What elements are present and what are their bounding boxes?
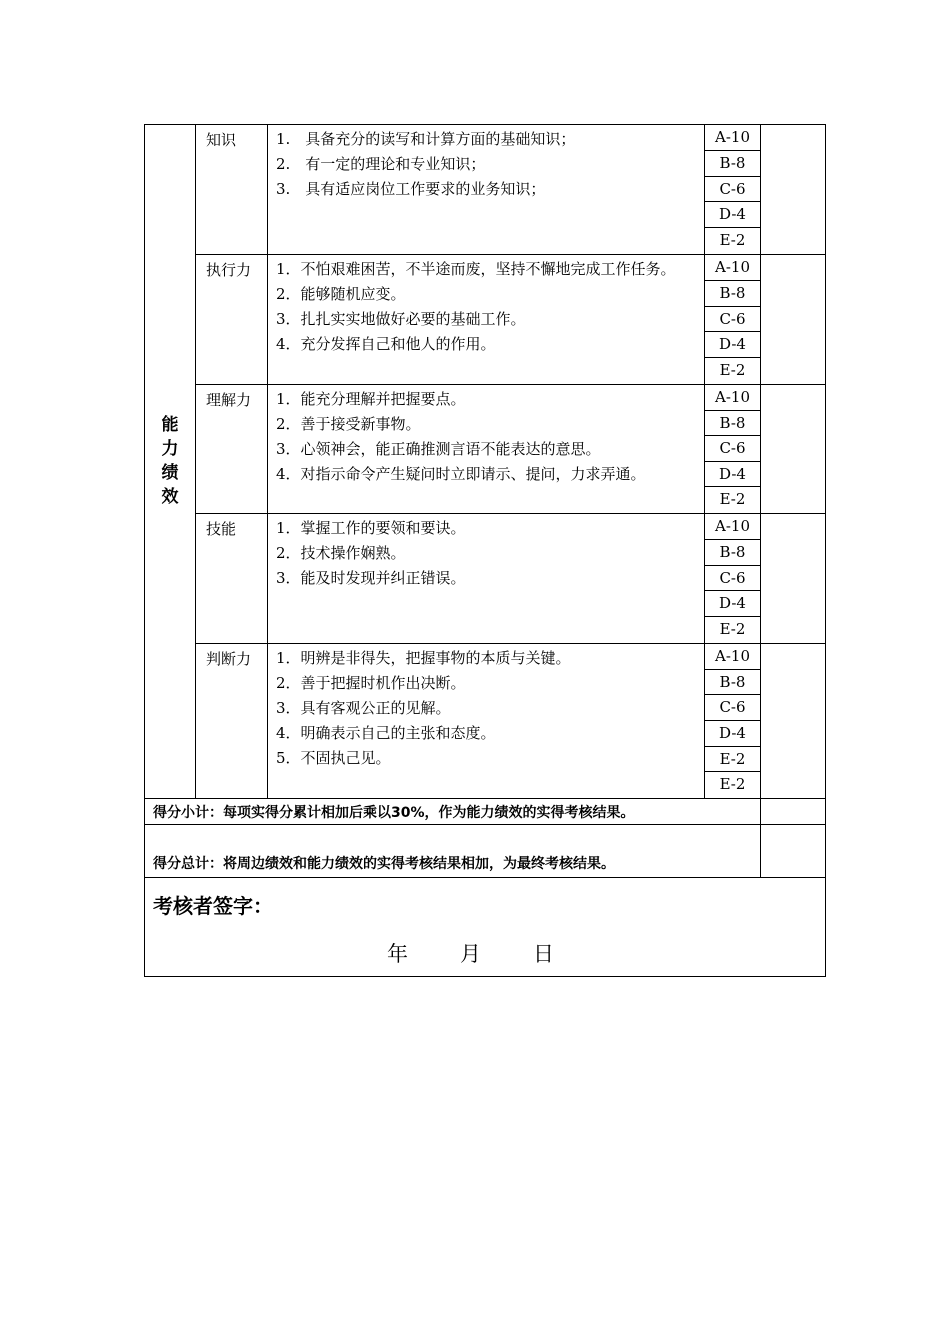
grade-option[interactable]: E-2	[719, 490, 746, 509]
date-line	[387, 938, 554, 968]
date-month: 月	[460, 941, 481, 966]
grade-option[interactable]: C-6	[705, 307, 760, 333]
section-name: 理解力	[196, 384, 268, 513]
criteria-item: 1．能充分理解并把握要点。	[276, 389, 466, 408]
section-criteria	[268, 254, 705, 384]
grade-option[interactable]: B-8	[705, 540, 760, 566]
date-day: 日	[533, 941, 554, 966]
section-row	[145, 384, 826, 513]
section-name: 判断力	[196, 643, 268, 798]
section-score-cell[interactable]	[761, 643, 826, 798]
grade-options	[705, 254, 761, 384]
grade-option[interactable]: C-6	[705, 566, 760, 592]
criteria-item: 1．不怕艰难困苦，不半途而废，坚持不懈地完成工作任务。	[276, 259, 676, 278]
criteria-item: 5．不固执己见。	[276, 748, 391, 767]
grade-option[interactable]: B-8	[705, 151, 760, 177]
criteria-item: 4．对指示命令产生疑问时立即请示、提问，力求弄通。	[276, 464, 646, 483]
grade-option[interactable]: D-4	[705, 721, 760, 747]
criteria-item: 1．掌握工作的要领和要诀。	[276, 518, 466, 537]
section-score-cell[interactable]	[761, 384, 826, 513]
grade-option[interactable]: C-6	[705, 695, 760, 721]
grade-option[interactable]: A-10	[705, 255, 760, 281]
grade-option[interactable]: A-10	[705, 514, 760, 540]
grade-options	[705, 643, 761, 798]
section-row	[145, 513, 826, 643]
section-criteria	[268, 384, 705, 513]
section-name: 技能	[196, 513, 268, 643]
grade-option[interactable]: E-2	[719, 620, 746, 639]
section-criteria	[268, 643, 705, 798]
grade-option[interactable]: E-2	[719, 361, 746, 380]
ability-performance-table	[144, 124, 826, 977]
criteria-item: 3．心领神会，能正确推测言语不能表达的意思。	[276, 439, 601, 458]
section-score-cell[interactable]	[761, 513, 826, 643]
criteria-item: 1. 具备充分的读写和计算方面的基础知识；	[276, 130, 576, 148]
criteria-item: 3．具有客观公正的见解。	[276, 698, 451, 717]
grade-option[interactable]: D-4	[705, 462, 760, 488]
criteria-item: 2. 有一定的理论和专业知识；	[276, 155, 486, 173]
criteria-item: 4．明确表示自己的主张和态度。	[276, 723, 496, 742]
criteria-item: 2．善于接受新事物。	[276, 414, 421, 433]
section-row	[145, 254, 826, 384]
criteria-item: 3．扎扎实实地做好必要的基础工作。	[276, 309, 526, 328]
section-score-cell[interactable]	[761, 125, 826, 255]
category-label-cell	[145, 125, 196, 799]
section-name: 知识	[196, 125, 268, 255]
grade-option[interactable]: B-8	[705, 411, 760, 437]
category-label: 能力绩效	[161, 415, 179, 508]
grade-option[interactable]: D-4	[705, 591, 760, 617]
criteria-item: 3. 具有适应岗位工作要求的业务知识；	[276, 180, 546, 198]
grade-option[interactable]: E-2	[719, 231, 746, 250]
criteria-item: 4．充分发挥自己和他人的作用。	[276, 334, 496, 353]
section-row	[145, 643, 826, 798]
grade-option[interactable]: A-10	[705, 385, 760, 411]
section-row	[145, 125, 826, 255]
criteria-item: 2．技术操作娴熟。	[276, 543, 406, 562]
grade-options	[705, 125, 761, 255]
evaluation-form	[144, 124, 825, 977]
grade-option[interactable]: C-6	[705, 177, 760, 203]
grade-option[interactable]: B-8	[705, 670, 760, 696]
section-score-cell[interactable]	[761, 254, 826, 384]
grade-options	[705, 384, 761, 513]
signature-label: 考核者签字：	[153, 893, 273, 918]
grade-option[interactable]: E-2	[705, 747, 760, 773]
subtotal-score-cell[interactable]	[761, 798, 826, 824]
grade-options	[705, 513, 761, 643]
total-score-cell[interactable]	[761, 824, 826, 877]
criteria-item: 2．能够随机应变。	[276, 284, 406, 303]
criteria-item: 1．明辨是非得失，把握事物的本质与关键。	[276, 648, 571, 667]
grade-option[interactable]: C-6	[705, 436, 760, 462]
criteria-item: 3．能及时发现并纠正错误。	[276, 568, 466, 587]
section-criteria	[268, 513, 705, 643]
grade-option[interactable]: D-4	[705, 332, 760, 358]
grade-option[interactable]: A-10	[705, 644, 760, 670]
signature-area	[145, 877, 826, 976]
grade-option[interactable]: A-10	[705, 125, 760, 151]
criteria-item: 2．善于把握时机作出决断。	[276, 673, 466, 692]
grade-option[interactable]: D-4	[705, 202, 760, 228]
grade-option[interactable]: B-8	[705, 281, 760, 307]
section-criteria	[268, 125, 705, 255]
section-name: 执行力	[196, 254, 268, 384]
total-text: 得分总计：将周边绩效和能力绩效的实得考核结果相加，为最终考核结果。	[145, 824, 761, 877]
grade-option[interactable]: E-2	[719, 775, 746, 794]
subtotal-text: 得分小计：每项实得分累计相加后乘以30%，作为能力绩效的实得考核结果。	[145, 798, 761, 824]
date-year: 年	[387, 941, 408, 966]
